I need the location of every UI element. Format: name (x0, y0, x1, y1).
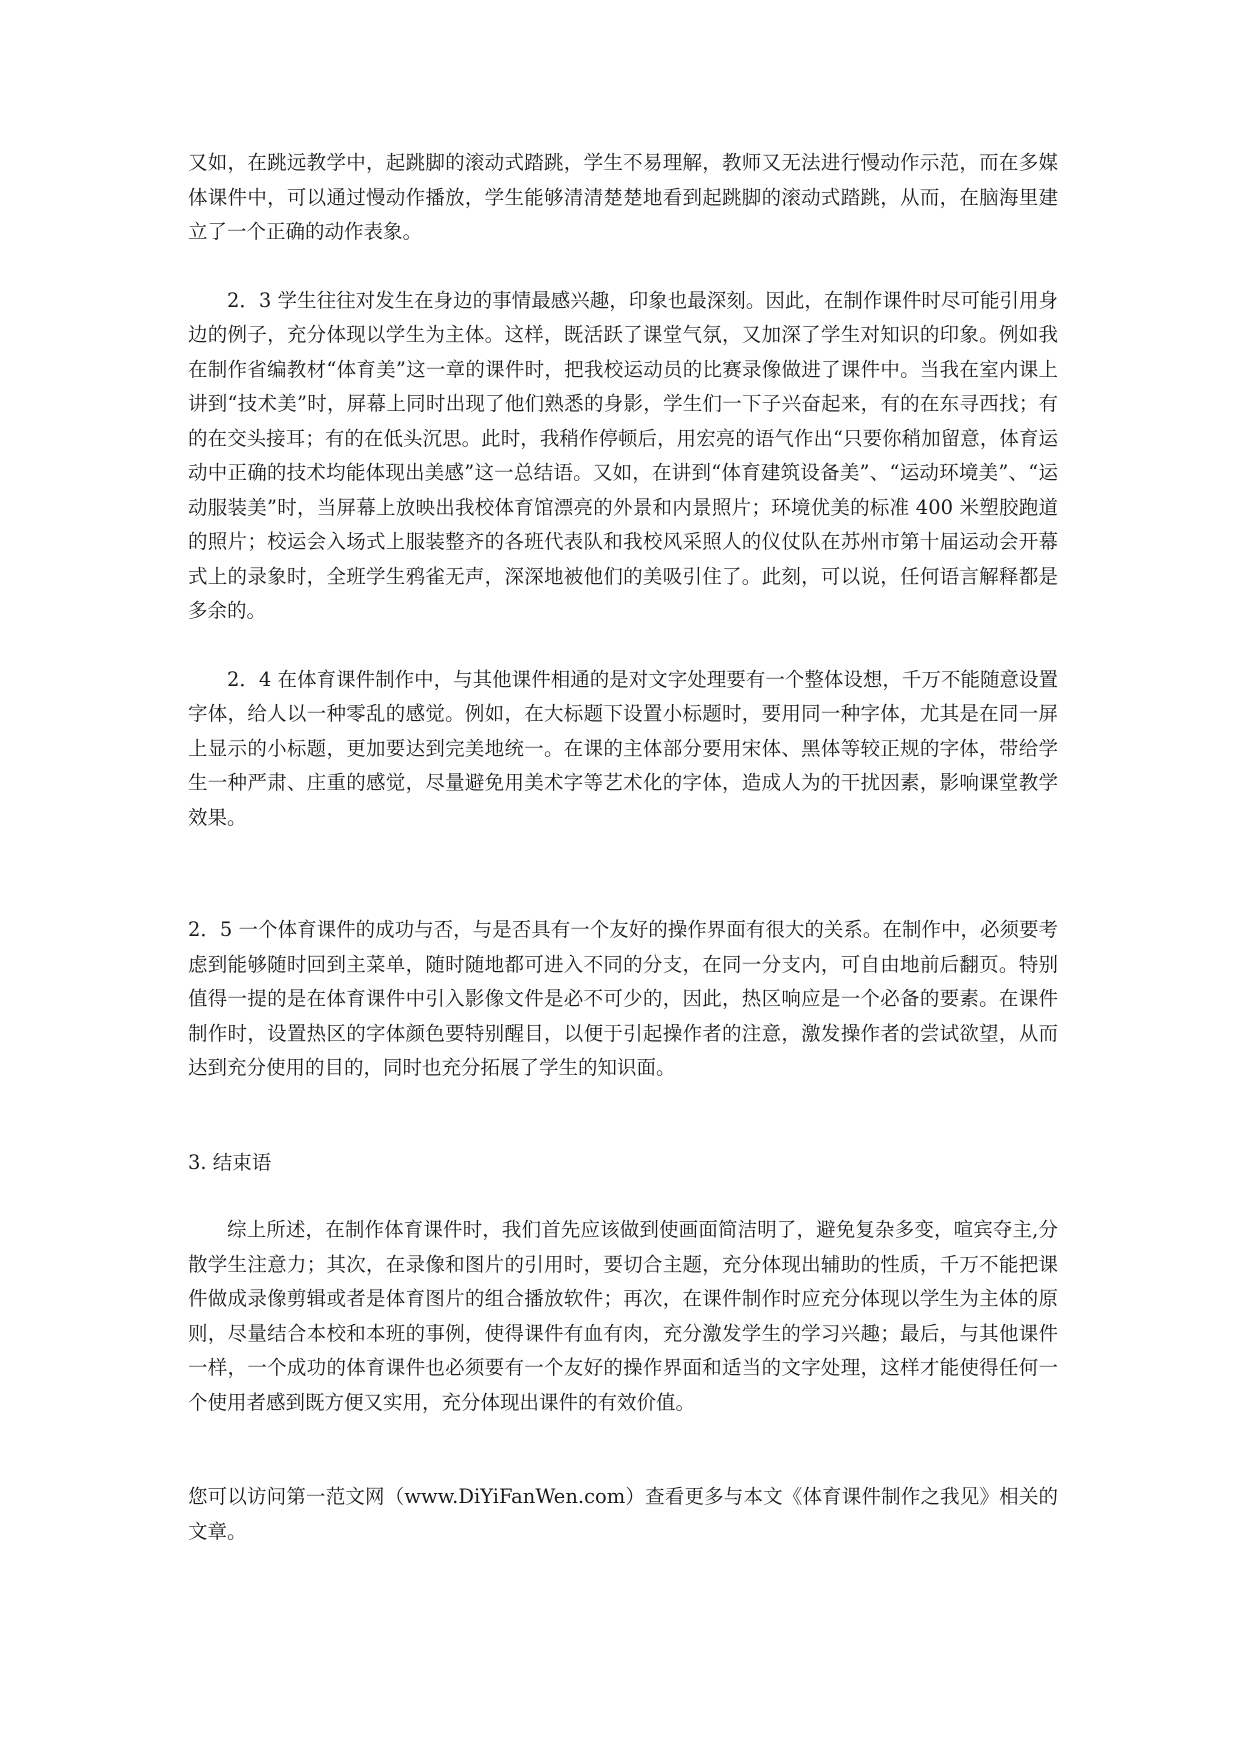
paragraph-section-2-4: 2．4 在体育课件制作中，与其他课件相通的是对文字处理要有一个整体设想，千万不能随意设置字体，给人以一种零乱的感觉。例如，在大标题下设置小标题时，要用同一种字体，尤其是在同一屏上显示的小标题，更加要达到完美地统一。在课的主体部分要用宋体、黑体等较正规的字体，带给学生一种严肃、庄重的感觉，尽量避免用美术字等艺术化的字体，造成人为的干扰因素，影响课堂教学效果。 (188, 667, 1058, 829)
section-heading-conclusion: 3. 结束语 (188, 1150, 272, 1174)
paragraph-conclusion: 综上所述，在制作体育课件时，我们首先应该做到使画面简洁明了，避免复杂多变，喧宾夺主,分散学生注意力；其次，在录像和图片的引用时，要切合主题，充分体现出辅助的性质，千万不能把课件做成录像剪辑或者是体育图片的组合播放软件；再次，在课件制作时应充分体现以学生为主体的原则，尽量结合本校和本班的事例，使得课件有血有肉，充分激发学生的学习兴趣；最后，与其他课件一样，一个成功的体育课件也必须要有一个友好的操作界面和适当的文字处理，这样才能使得任何一个使用者感到既方便又实用，充分体现出课件的有效价值。 (188, 1218, 1058, 1414)
paragraph-section-2-5: 2．5 一个体育课件的成功与否，与是否具有一个友好的操作界面有很大的关系。在制作中，必须要考虑到能够随时回到主菜单，随时随地都可进入不同的分支，在同一分支内，可自由地前后翻页。特别值得一提的是在体育课件中引入影像文件是必不可少的，因此，热区响应是一个必备的要素。在课件制作时，设置热区的字体颜色要特别醒目，以便于引起操作者的注意，激发操作者的尝试欲望，从而达到充分使用的目的，同时也充分拓展了学生的知识面。 (188, 918, 1058, 1079)
paragraph-long-jump-example: 又如，在跳远教学中，起跳脚的滚动式踏跳，学生不易理解，教师又无法进行慢动作示范，而在多媒体课件中，可以通过慢动作播放，学生能够清清楚楚地看到起跳脚的滚动式踏跳，从而，在脑海里建立了一个正确的动作表象。 (188, 151, 1058, 243)
paragraph-section-2-3: 2．3 学生往往对发生在身边的事情最感兴趣，印象也最深刻。因此，在制作课件时尽可能引用身边的例子，充分体现以学生为主体。这样，既活跃了课堂气氛，又加深了学生对知识的印象。例如我在制作省编教材“体育美”这一章的课件时，把我校运动员的比赛录像做进了课件中。当我在室内课上讲到“技术美”时，屏幕上同时出现了他们熟悉的身影，学生们一下子兴奋起来，有的在东寻西找；有的在交头接耳；有的在低头沉思。此时，我稍作停顿后，用宏亮的语气作出“只要你稍加留意，体育运动中正确的技术均能体现出美感”这一总结语。又如，在讲到“体育建筑设备美”、“运动环境美”、“运动服装美”时，当屏幕上放映出我校体育馆漂亮的外景和内景照片；环境优美的标准 400 米塑胶跑道的照片；校运会入场式上服装整齐的各班代表队和我校风采照人的仪仗队在苏州市第十届运动会开幕式上的录象时，全班学生鸦雀无声，深深地被他们的美吸引住了。此刻，可以说，任何语言解释都是多余的。 (188, 288, 1058, 622)
footer-source-note: 您可以访问第一范文网（www.DiYiFanWen.com）查看更多与本文《体育课件制作之我见》相关的文章。 (188, 1485, 1058, 1543)
document-page (188, 146, 1058, 1549)
